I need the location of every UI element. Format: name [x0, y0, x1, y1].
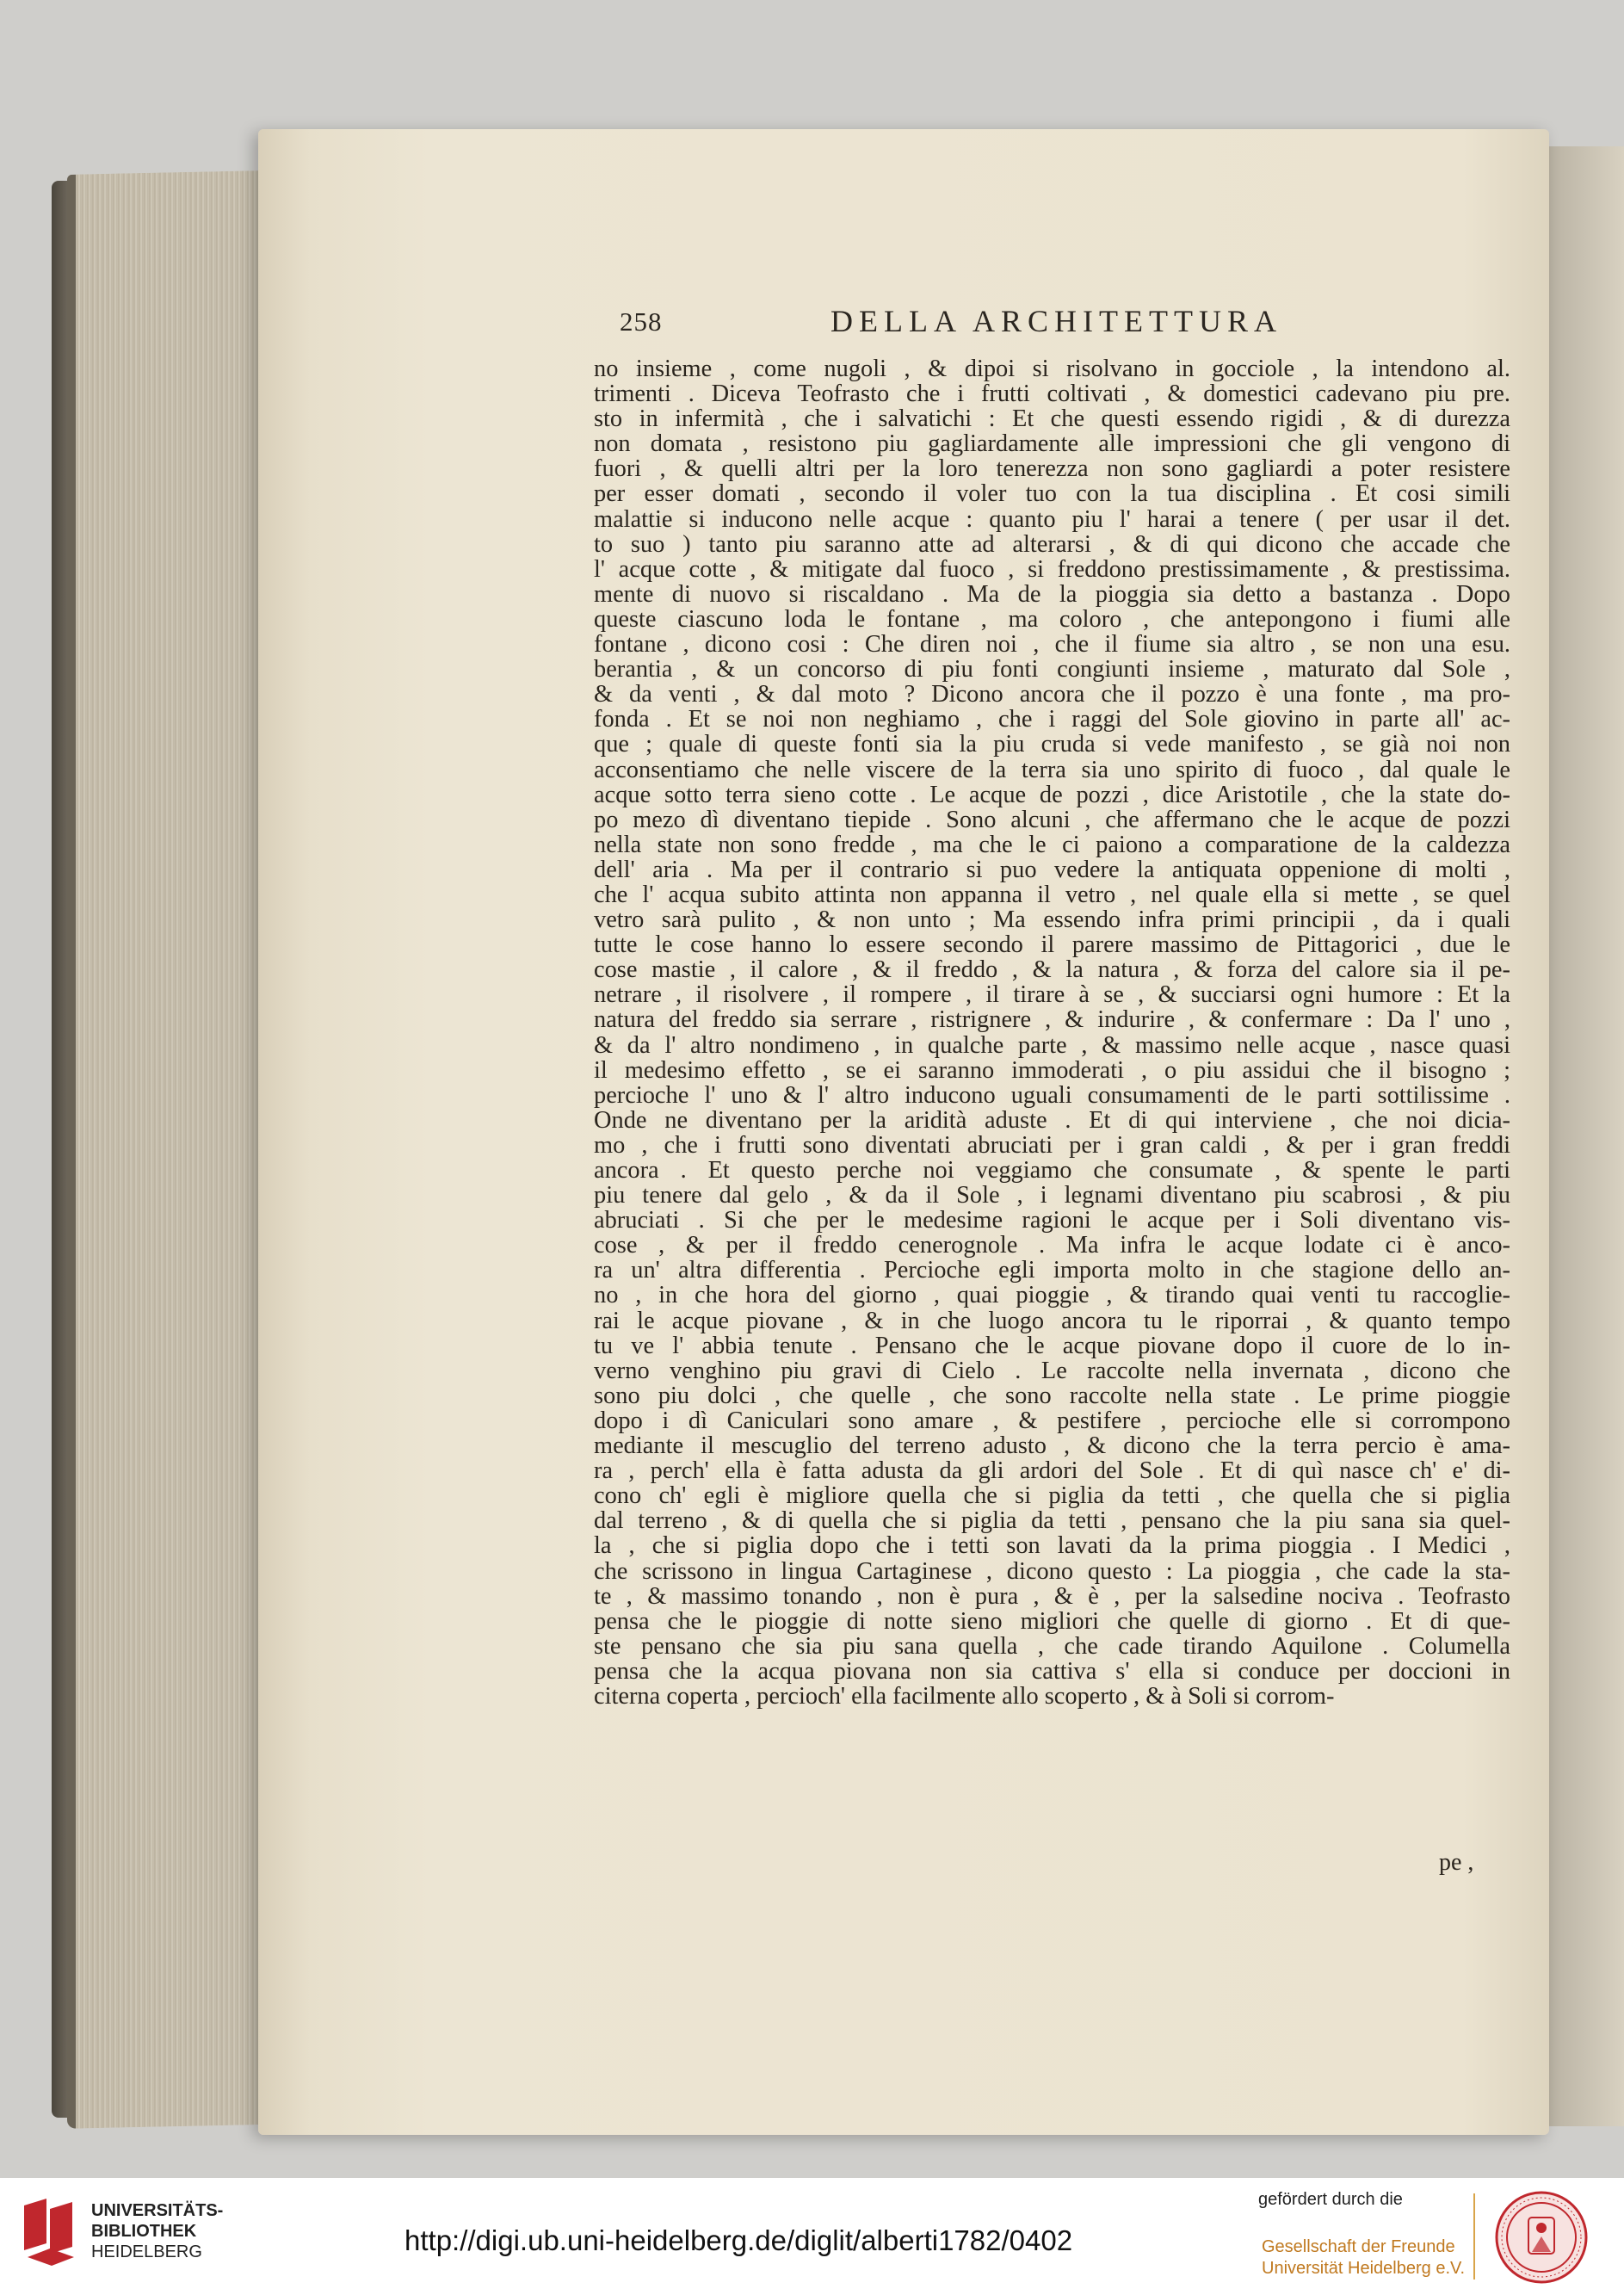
- text-line: pensa che la acqua piovana non sia cattiva s' ella si conduce per doccioni in: [594, 1658, 1510, 1684]
- text-line: vetro sarà pulito , & non unto ; Ma essendo infra primi principii , da i quali: [594, 907, 1510, 933]
- text-line: ra un' altra differentia . Percioche egli importa molto in che stagione dello an-: [594, 1258, 1510, 1284]
- text-line: tu ve l' abbia tenute . Pensano che le acque piovane dopo il cuore de lo in-: [594, 1333, 1510, 1358]
- text-line: dell' aria . Ma per il contrario si puo vedere la antiquata oppenione di molti ,: [594, 857, 1510, 882]
- text-line: fuori , & quelli altri per la loro tenerezza non sono gagliardi a poter resistere: [594, 456, 1510, 482]
- text-line: te , & massimo tonando , non è pura , & è , per la salsedine nociva . Teofrasto: [594, 1583, 1510, 1609]
- text-line: ste pensano che sia piu sana quella , che cade tirando Aquilone . Columella: [594, 1633, 1510, 1659]
- library-name-line: UNIVERSITÄTS-: [91, 2201, 224, 2220]
- text-line: Onde ne diventano per la aridità aduste . Et di qui interviene , che noi dicia-: [594, 1107, 1510, 1133]
- viewer-footer: [0, 2178, 1624, 2295]
- funder-label: gefördert durch die: [1258, 2190, 1403, 2209]
- text-line: no insieme , come nugoli , & dipoi si risolvano in gocciole , la intendono al.: [594, 356, 1510, 382]
- text-line: berantia , & un concorso di piu fonti congiunti insieme , maturato dal Sole ,: [594, 657, 1510, 683]
- text-line: ra , perch' ella è fatta adusta da gli ardori del Sole . Et di quì nasce ch' e' di-: [594, 1458, 1510, 1484]
- text-line: la , che si piglia dopo che i tetti son lavati da la prima pioggia . I Medici ,: [594, 1533, 1510, 1559]
- library-name: [91, 2200, 223, 2262]
- text-line: trimenti . Diceva Teofrasto che i frutti coltivati , & domestici cadevano piu pre.: [594, 381, 1510, 407]
- text-line: non domata , resistono piu gagliardamente alle impressioni che gli vengono di: [594, 431, 1510, 457]
- text-line: malattie si inducono nelle acque : quanto piu l' harai a tenere ( per usar il det.: [594, 506, 1510, 532]
- text-line: che l' acqua subito attinta non appanna il vetro , nel quale ella si mette , se quel: [594, 882, 1510, 908]
- permalink-url[interactable]: http://digi.ub.uni-heidelberg.de/diglit/alberti1782/0402: [404, 2224, 1073, 2256]
- text-line: dopo i dì Caniculari sono amare , & pestifere , percioche elle si corrompono: [594, 1407, 1510, 1434]
- text-line: natura del freddo sia serrare , ristrignere , & indurire , & confermare : Da l' uno ,: [594, 1007, 1510, 1033]
- text-line: dal terreno , & di quella che si piglia da tetti , pensano che la piu sana sia quel-: [594, 1508, 1510, 1534]
- text-line: acque sotto terra sieno cotte . Le acque de pozzi , dice Aristotile , che la state do-: [594, 782, 1510, 807]
- text-line: per esser domati , secondo il voler tuo con la tua disciplina . Et cosi simili: [594, 481, 1510, 507]
- running-head: [620, 306, 1300, 350]
- text-line: citerna coperta , percioch' ella facilmente allo scoperto , & à Soli si corrom-: [594, 1683, 1335, 1710]
- text-line: cose mastie , il calore , & il freddo , & la natura , & forza del calore sia il pe-: [594, 957, 1510, 983]
- funder-name-line: Gesellschaft der Freunde: [1262, 2237, 1455, 2256]
- body-text: [594, 356, 1510, 1709]
- text-line: mo , che i frutti sono diventati abruciati per i gran caldi , & per i gran freddi: [594, 1132, 1510, 1158]
- library-name-line: HEIDELBERG: [91, 2242, 202, 2261]
- text-line: che scrissono in lingua Cartaginese , dicono questo : La pioggia , che cade la sta-: [594, 1558, 1510, 1584]
- text-line: ancora . Et questo perche noi veggiamo che consumate , & spente le parti: [594, 1158, 1510, 1184]
- text-line: fonda . Et se noi non neghiamo , che i raggi del Sole giovino in parte all' ac-: [594, 707, 1510, 733]
- text-line: cono ch' egli è migliore quella che si piglia da tetti , che quella che si piglia: [594, 1483, 1510, 1509]
- text-line: pensa che le pioggie di notte sieno migliori che quelle di giorno . Et di que-: [594, 1608, 1510, 1634]
- text-line: abruciati . Si che per le medesime ragioni le acque per i Soli diventano vis-: [594, 1208, 1510, 1234]
- text-line: mente di nuovo si riscaldano . Ma de la pioggia sia detto a bastanza . Dopo: [594, 581, 1510, 607]
- university-library-logo-icon: [19, 2197, 79, 2276]
- text-line: & da l' altro nondimeno , in qualche parte , & massimo nelle acque , nasce quasi: [594, 1032, 1510, 1058]
- text-line: nella state non sono fredde , ma che le ci paiono a comparatione de la caldezza: [594, 832, 1510, 857]
- funder-name-line: Universität Heidelberg e.V.: [1262, 2259, 1466, 2278]
- funder-name: [1262, 2236, 1465, 2280]
- text-line: acconsentiamo che nelle viscere de la terra sia uno spirito di fuoco , dal quale le: [594, 757, 1510, 783]
- text-line: sono piu dolci , che quelle , che sono raccolte nella state . Le prime pioggie: [594, 1383, 1510, 1408]
- library-name-line: BIBLIOTHEK: [91, 2222, 197, 2241]
- text-line: queste ciascuno loda le fontane , ma coloro , che antepongono i fiumi alle: [594, 606, 1510, 633]
- text-line: tutte le cose hanno lo essere secondo il parere massimo de Pittagorici , due le: [594, 932, 1510, 958]
- text-line: cose , & per il freddo cenerognole . Ma infra le acque lodate ci è anco-: [594, 1233, 1510, 1259]
- text-line: no , in che hora del giorno , quai pioggie , & tirando quai venti tu raccoglie-: [594, 1283, 1510, 1308]
- catchword: pe ,: [1439, 1849, 1474, 1876]
- funder-divider: [1473, 2193, 1475, 2280]
- facing-page-edge: [1545, 146, 1624, 2126]
- text-line: verno venghino piu gravi di Cielo . Le raccolte nella invernata , dicono che: [594, 1358, 1510, 1383]
- text-line: sto in infermità , che i salvatichi : Et che questi essendo rigidi , & di durezza: [594, 406, 1510, 432]
- text-line: mediante il mescuglio del terreno adusto , & dicono che la terra percio è ama-: [594, 1433, 1510, 1459]
- page-number: 258: [620, 306, 663, 337]
- text-line: que ; quale di queste fonti sia la piu cruda si vede manifesto , se già noi non: [594, 732, 1510, 758]
- text-line: percioche l' uno & l' altro inducono uguali consumamenti de le parti sottilissime .: [594, 1082, 1510, 1108]
- text-line: fontane , dicono cosi : Che diren noi , che il fiume sia altro , se non una esu.: [594, 632, 1510, 658]
- text-line: to suo ) tanto piu saranno atte ad alterarsi , & di qui dicono che accade che: [594, 531, 1510, 557]
- text-line: l' acque cotte , & mitigate dal fuoco , si freddono prestissimamente , & prestissima.: [594, 556, 1510, 582]
- university-seal-icon: [1494, 2190, 1589, 2285]
- text-line: rai le acque piovane , & in che luogo ancora tu le riporrai , & quanto tempo: [594, 1308, 1510, 1333]
- text-line: il medesimo effetto , se ei saranno immoderati , o piu assidui che il bisogno ;: [594, 1057, 1510, 1083]
- text-line: netrare , il risolvere , il rompere , il tirare à se , & succiarsi ogni humore : Et la: [594, 982, 1510, 1008]
- text-line: po mezo dì diventano tiepide . Sono alcuni , che affermano che le acque de pozzi: [594, 807, 1510, 832]
- header-title: DELLA ARCHITETTURA: [831, 304, 1282, 338]
- text-line: & da venti , & dal moto ? Dicono ancora che il pozzo è una fonte , ma pro-: [594, 682, 1510, 708]
- text-line: piu tenere dal gelo , & da il Sole , i legnami diventano piu scabrosi , & piu: [594, 1183, 1510, 1209]
